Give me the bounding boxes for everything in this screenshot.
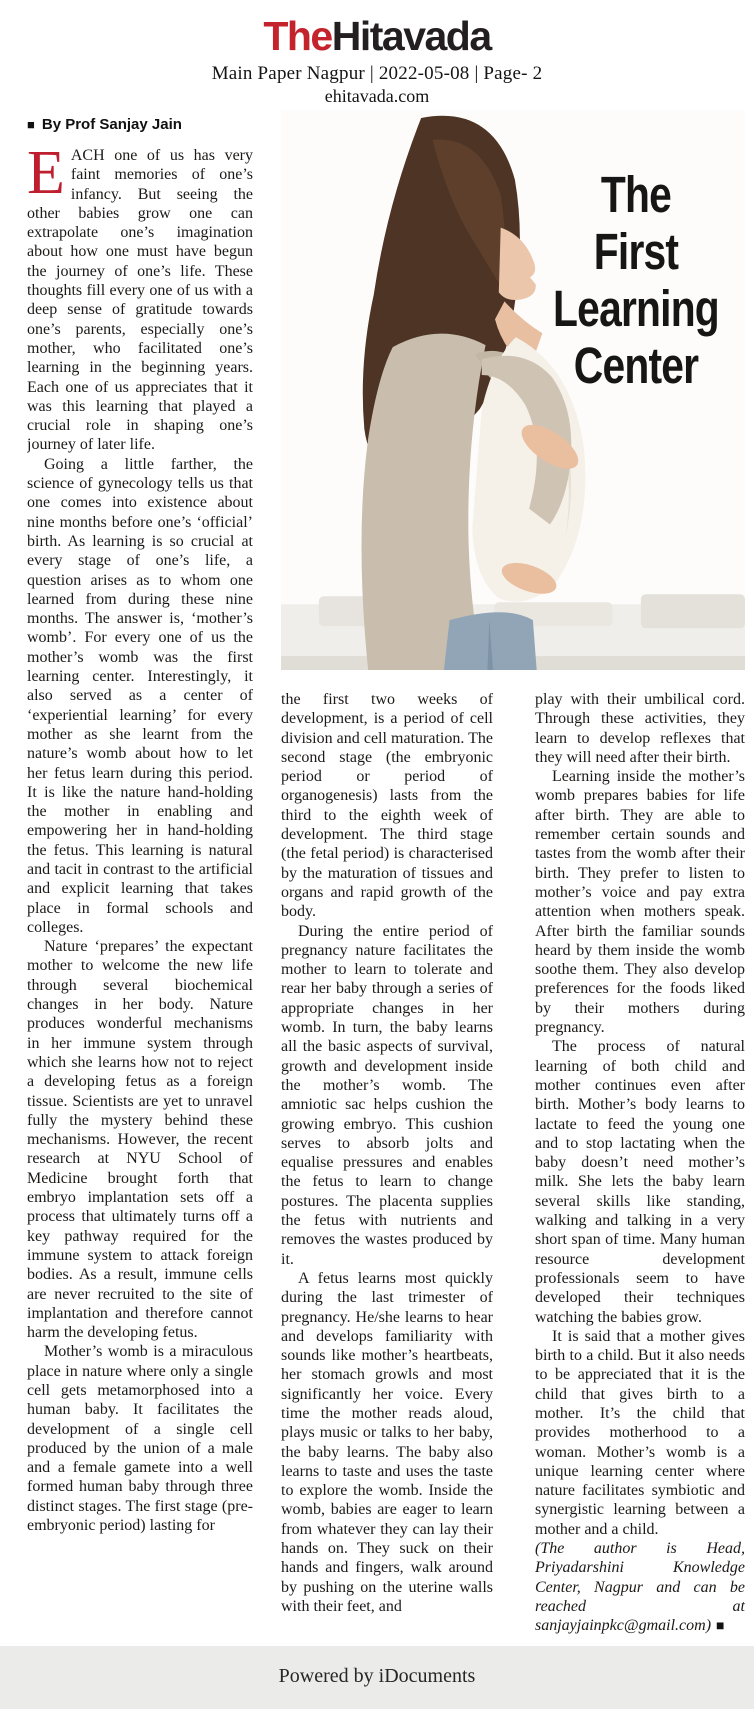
paragraph: Learning inside the mother’s womb prepares babies for life after birth. They are able to remember certain sounds and tastes from the womb after their birth. They prefer to listen to mother’s voice and pay extra attention when mothers speak. After birth the familiar sounds heard by them inside the womb soothe them. They also develop preferences for the foods liked by their mothers during pregnancy. <box>535 768 745 1037</box>
article-column-2 <box>281 690 493 1637</box>
article-column-1 <box>27 110 253 1646</box>
newspaper-logo <box>0 15 754 57</box>
lower-columns <box>281 690 745 1637</box>
paragraph: It is said that a mother gives birth to a child. But it also needs to be appreciated that it is the child that gives birth to a mother. It’s the child that provides motherhood to a woman. Mother’s womb is a unique learning center where nature facilitates symbiotic and synergistic learning between a mother and a child. <box>535 1327 745 1538</box>
article-right-area <box>281 110 745 1646</box>
headline-line: The <box>600 166 672 223</box>
photo-block <box>281 110 745 670</box>
paragraph: Nature ‘prepares’ the expectant mother to welcome the new life through several biochemical changes in her body. Nature produces wonderful mechanisms in her immune system through which she learns how not to reject a developing fetus as a foreign tissue. Scientists are yet to unravel fully the mystery behind these mechanisms. However, the recent research at NYU School of Medicine brought forth that embryo implantation sets off a process that ultimately turns off a key pathway required for the immune system to attack foreign bodies. As a result, immune cells are never recruited to the site of implantation and therefore cannot harm the developing fetus. <box>27 938 253 1342</box>
logo-hitavada: Hitavada <box>331 13 491 59</box>
paragraph: Mother’s womb is a miraculous place in nature where only a single cell gets metamorphosed into a human baby. It facilitates the development of a single cell produced by the union of a male and a female gamete into a well formed human baby through three distinct stages. The first stage (pre-embryonic period) lasting for <box>27 1343 253 1535</box>
footer-text: Powered by iDocuments <box>278 1665 476 1687</box>
author-note-text: (The author is Head, Priyadarshini Knowledge Center, Nagpur and can be reached at sanjayjainpkc@gmail.com) <box>535 1540 745 1635</box>
website-line: ehitavada.com <box>324 86 430 106</box>
paragraph: During the entire period of pregnancy nature facilitates the mother to learn to tolerate and rear her baby through a series of appropriate changes in her womb. In turn, the baby learns all the basic aspects of survival, growth and development inside the mother’s womb. The amniotic sac helps cushion the growing embryo. This cushion serves to absorb jolts and equalise pressures and enables the fetus to learn to change postures. The placenta supplies the fetus with nutrients and removes the wastes produced by it. <box>281 922 493 1268</box>
article-content <box>27 110 745 1646</box>
masthead <box>0 0 754 107</box>
paragraph: Going a little farther, the science of gynecology tells us that one comes into existence about nine months before one’s ‘official’ birth. As learning is so crucial at every stage of one’s life, a question arises as to whom one learned from during these nine months. The answer is, ‘mother’s womb’. For every one of us the mother’s womb was the first learning center. Interestingly, it also served as a center of ‘experiential learning’ for every mother as she learnt from the nature’s womb about how to let her fetus learn during this period. It is like the nature hand-holding the mother in enabling and empowering her in hand-holding the fetus. This learning is natural and tacit in contrast to the artificial and explicit learning that takes place in formal schools and colleges. <box>27 455 253 936</box>
logo-the: The <box>263 13 332 59</box>
paragraph-text: ACH one of us has very faint memories of one’s infancy. But seeing the other babies grow one can extrapolate one’s imagination about how one must have begun the journey of one’s life. These thoughts fill every one of us with a deep sense of gratitude towards one’s parents, especially one’s mother, who facilitated one’s learning in the beginning years. Each one of us appreciates that it was this learning that played a crucial role in shaping one’s journey of later life. <box>27 147 253 454</box>
edition-line: Main Paper Nagpur | 2022-05-08 | Page- 2 <box>211 63 543 84</box>
paragraph: The process of natural learning of both child and mother continues even after birth. Mother’s body learns to lactate to feed the young one and to stop lactating when the baby doesn’t need mother’s milk. She lets the baby learn several skills like standing, walking and talking in a very short span of time. Many human resource development professionals seem to have developed their techniques watching the babies grow. <box>535 1038 745 1326</box>
article-headline <box>549 166 723 394</box>
headline-line: Center <box>573 337 699 394</box>
footer-bar <box>0 1646 754 1709</box>
byline-text: By Prof Sanjay Jain <box>41 116 182 133</box>
paragraph: play with their umbilical cord. Through these activities, they learn to develop reflexes that they will need after their birth. <box>535 691 745 766</box>
drop-cap: E <box>27 139 65 207</box>
paragraph <box>27 139 253 455</box>
author-note <box>535 1539 745 1636</box>
end-of-article-square-icon: ■ <box>716 1619 725 1635</box>
byline-square-icon: ■ <box>27 117 35 132</box>
paragraph: the first two weeks of development, is a period of cell division and cell maturation. The second stage (the embryonic period or period of organogenesis) lasts from the third to the eighth week of development. The third stage (the fetal period) is characterised by the maturation of tissues and organs and rapid growth of the body. <box>281 691 493 921</box>
paragraph: A fetus learns most quickly during the last trimester of pregnancy. He/she learns to hear and develops familiarity with sounds like mother’s heartbeats, her stomach growls and most significantly her voice. Every time the mother reads aloud, plays music or talks to her baby, the baby learns. The baby also learns to taste and uses the taste to explore the womb. Inside the womb, babies are eager to learn from whatever they can lay their hands on. They suck on their hands and fingers, walk around by pushing on the uterine walls with their feet, and <box>281 1269 493 1615</box>
headline-line: Learning <box>553 280 719 337</box>
headline-line: First <box>593 223 679 280</box>
article-column-3 <box>535 690 745 1637</box>
byline <box>27 116 253 133</box>
